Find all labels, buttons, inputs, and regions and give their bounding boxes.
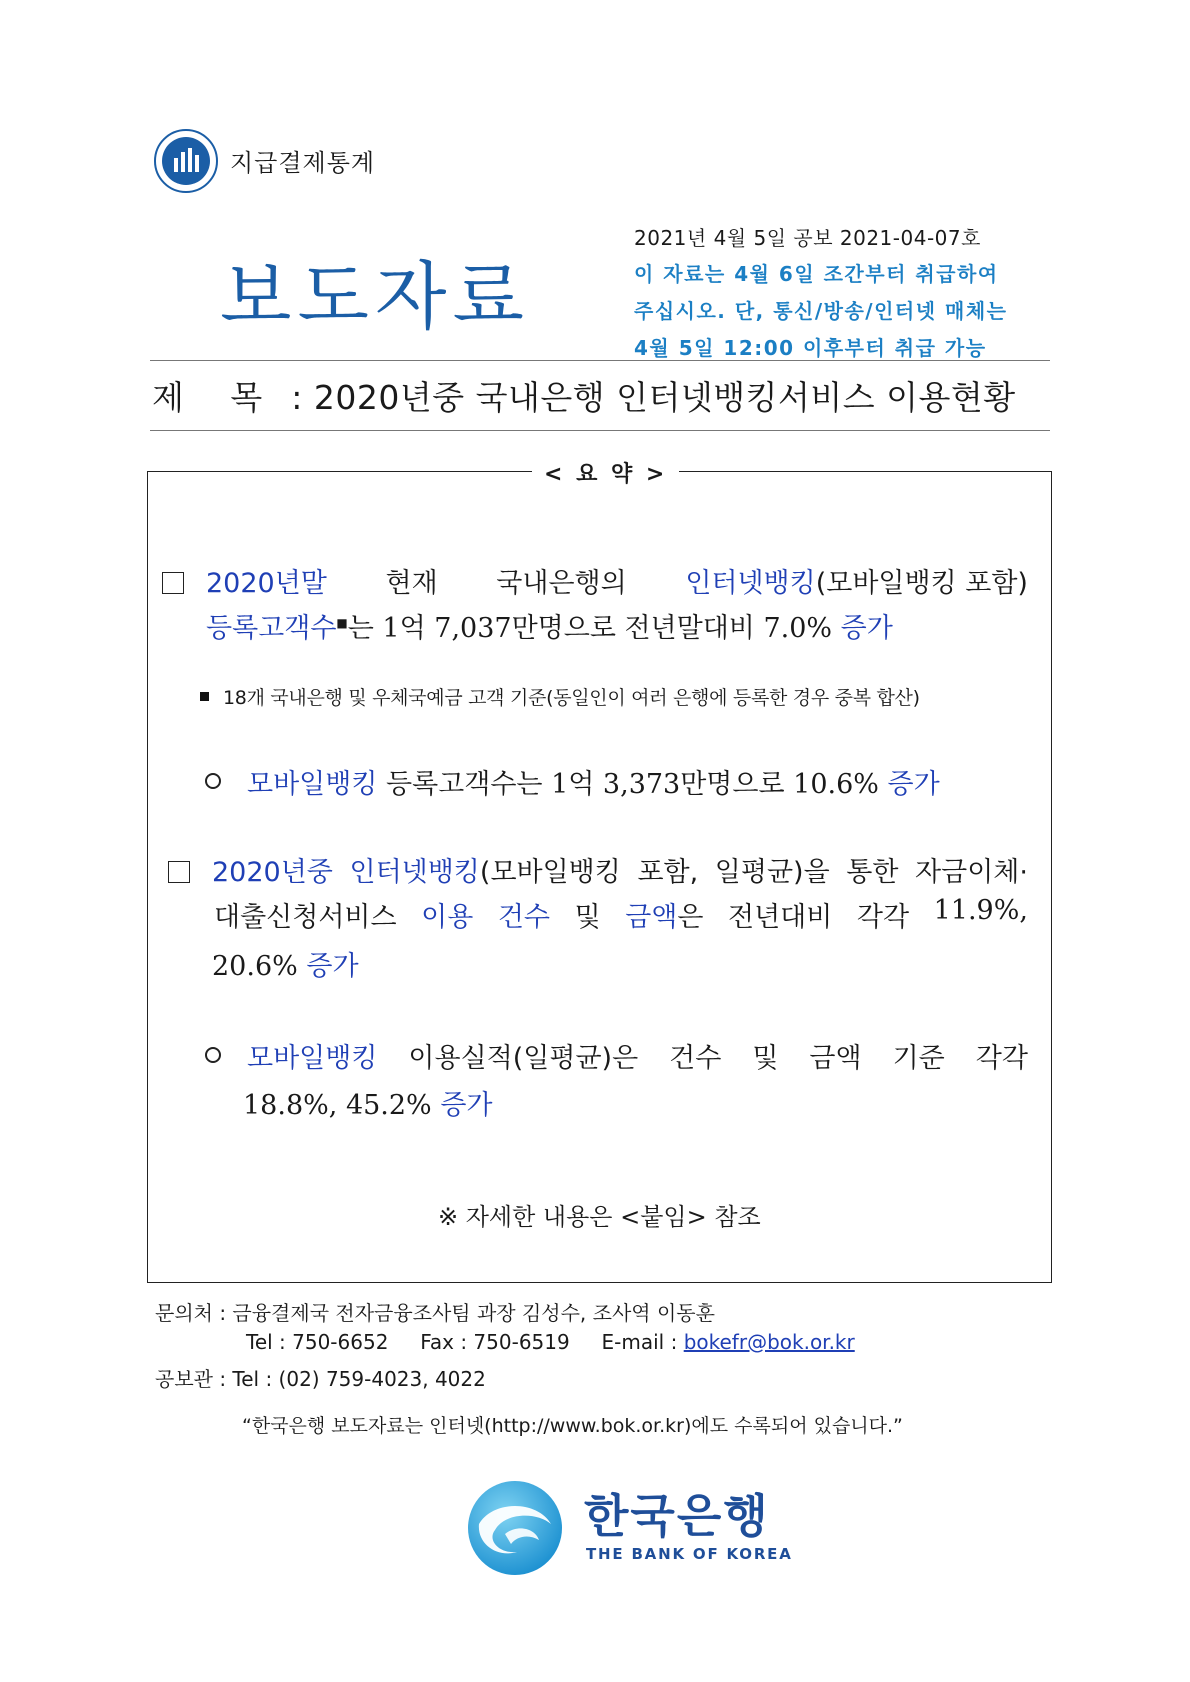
embargo-line: 이 자료는 4월 6일 조간부터 취급하여	[634, 262, 999, 286]
email-label: E-mail :	[601, 1330, 678, 1354]
summary-point-2-cont: 대출신청서비스 이용 건수 및 금액은 전년대비 각각 11.9%,	[214, 895, 1028, 933]
summary-title: < 요 약 >	[532, 457, 679, 488]
summary-sub-point-2-cont: 18.8%, 45.2% 증가	[243, 1090, 493, 1121]
email-link[interactable]: bokefr@bok.or.kr	[683, 1330, 855, 1354]
reference-note: ※ 자세한 내용은 <붙임> 참조	[438, 1203, 761, 1231]
checkbox-bullet-icon	[168, 861, 190, 883]
square-bullet-icon	[200, 692, 209, 701]
circle-bullet-icon	[205, 1047, 221, 1063]
summary-sub-point-2: 모바일뱅킹 이용실적(일평균)은 건수 및 금액 기준 각각	[205, 1036, 1028, 1075]
summary-point-2-cont: 20.6% 증가	[212, 951, 359, 982]
press-release-title: 보도자료	[220, 254, 530, 340]
footer-quote: “한국은행 보도자료는 인터넷(http://www.bok.or.kr)에도 수록되어 있습니다.”	[242, 1415, 903, 1437]
summary-sub-point-1: 모바일뱅킹 등록고객수는 1억 3,373만명으로 10.6% 증가	[205, 762, 940, 801]
summary-point-2: 2020년중 인터넷뱅킹(모바일뱅킹 포함, 일평균)을 통한 자금이체·	[168, 850, 1028, 889]
circle-bullet-icon	[205, 773, 221, 789]
subject-label: 제 목	[152, 378, 281, 417]
footnote: 18개 국내은행 및 우체국예금 고객 기준(동일인이 여러 은행에 등록한 경우 중복 합산)	[200, 683, 920, 710]
embargo-line: 4월 5일 12:00 이후부터 취급 가능	[634, 336, 987, 360]
subject-text: 2020년중 국내은행 인터넷뱅킹서비스 이용현황	[313, 378, 1016, 417]
release-info: 2021년 4월 5일 공보 2021-04-07호	[634, 226, 981, 250]
checkbox-bullet-icon	[162, 572, 184, 594]
contact-line: 문의처 : 금융결제국 전자금융조사팀 과장 김성수, 조사역 이동훈	[155, 1301, 715, 1325]
summary-point-1-cont: 등록고객수■는 1억 7,037만명으로 전년말대비 7.0% 증가	[206, 613, 893, 644]
bank-of-korea-logo	[465, 1478, 565, 1578]
footnote-mark: ■	[336, 616, 348, 630]
contact-numbers	[246, 1330, 855, 1354]
subject-separator: :	[291, 378, 303, 417]
national-statistics-logo	[153, 128, 219, 194]
divider	[150, 360, 1050, 361]
summary-point-1: 2020년말 현재 국내은행의 인터넷뱅킹(모바일뱅킹 포함)	[162, 561, 1028, 600]
bank-name-korean: 한국은행	[584, 1489, 770, 1543]
embargo-line: 주십시오. 단, 통신/방송/인터넷 매체는	[634, 299, 1008, 323]
fax-number: Fax : 750-6519	[420, 1330, 570, 1354]
subject-line	[152, 372, 1016, 419]
divider	[150, 430, 1050, 431]
bank-name-english: THE BANK OF KOREA	[586, 1545, 793, 1563]
statistics-category: 지급결제통계	[230, 149, 376, 177]
tel-number: Tel : 750-6652	[246, 1330, 389, 1354]
pr-contact-line: 공보관 : Tel : (02) 759-4023, 4022	[155, 1367, 486, 1391]
